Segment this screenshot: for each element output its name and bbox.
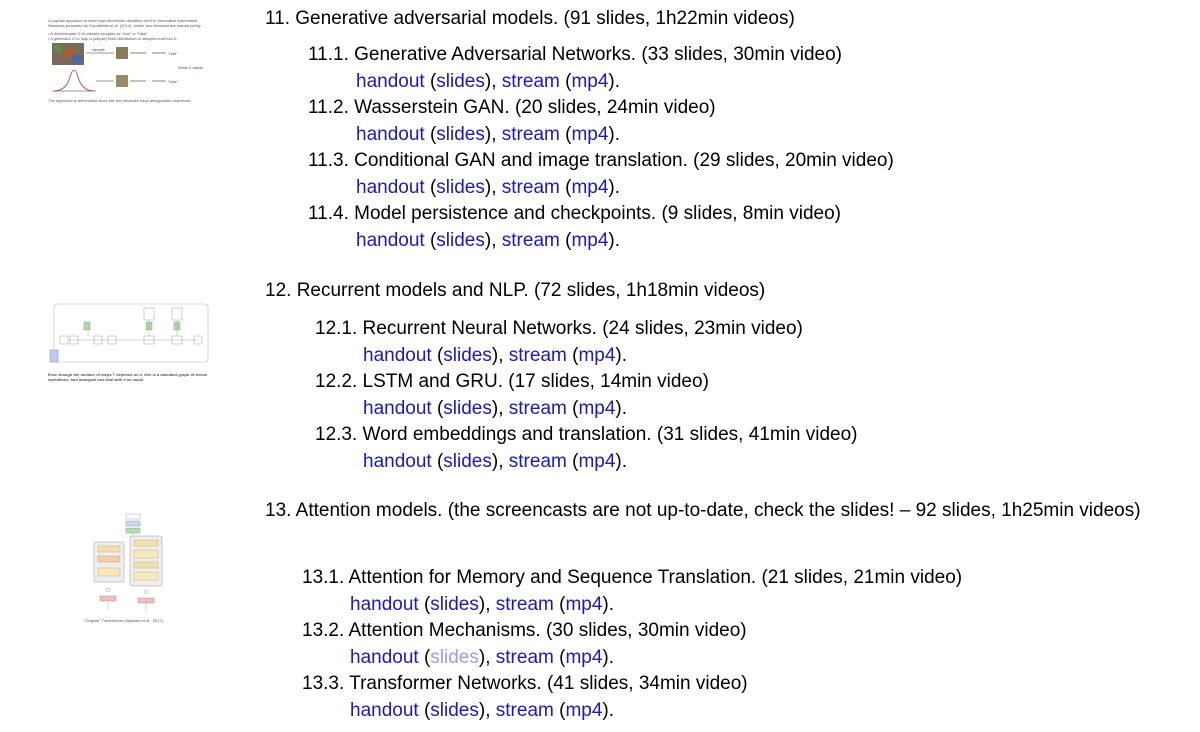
- handout-link[interactable]: handout: [350, 699, 419, 721]
- mp4-link[interactable]: mp4: [578, 344, 616, 366]
- slides-link[interactable]: slides: [436, 176, 485, 198]
- slides-link[interactable]: slides: [436, 229, 485, 251]
- item-title: 12.3. Word embeddings and translation. (31 slides, 41min video): [315, 424, 858, 445]
- slides-link[interactable]: slides: [443, 397, 492, 419]
- mp4-link[interactable]: mp4: [565, 646, 603, 668]
- handout-link[interactable]: handout: [363, 397, 432, 419]
- gan-diagram: [48, 41, 213, 96]
- handout-link[interactable]: handout: [363, 344, 432, 366]
- stream-link[interactable]: stream: [501, 70, 560, 92]
- item-title: 11.1. Generative Adversarial Networks. (33 slides, 30min video): [308, 44, 843, 65]
- stream-link[interactable]: stream: [508, 397, 567, 419]
- mp4-link[interactable]: mp4: [571, 176, 609, 198]
- item-links: handout (slides), stream (mp4).: [350, 593, 615, 615]
- stream-link[interactable]: stream: [501, 176, 560, 198]
- stream-link[interactable]: stream: [495, 593, 554, 615]
- item-title: 13.2. Attention Mechanisms. (30 slides, 30min video): [302, 620, 747, 641]
- slides-link[interactable]: slides: [436, 123, 485, 145]
- thumb-label-sample: sample: [92, 47, 105, 52]
- mp4-link[interactable]: mp4: [565, 593, 603, 615]
- item-12-2: [315, 369, 858, 422]
- section-11-thumbnail[interactable]: [48, 18, 218, 128]
- rnn-unrolled-diagram: [48, 300, 213, 370]
- stream-link[interactable]: stream: [501, 123, 560, 145]
- thumb-label-what-d-wants: What D wants: [178, 65, 203, 70]
- handout-link[interactable]: handout: [350, 593, 419, 615]
- handout-link[interactable]: handout: [356, 229, 425, 251]
- handout-link[interactable]: handout: [356, 70, 425, 92]
- item-links: handout (slides), stream (mp4).: [350, 646, 615, 668]
- mp4-link[interactable]: mp4: [571, 123, 609, 145]
- item-title: 11.3. Conditional GAN and image translation. (29 slides, 20min video): [308, 150, 894, 171]
- slides-link[interactable]: slides: [443, 344, 492, 366]
- stream-link[interactable]: stream: [495, 646, 554, 668]
- section-11-title: 11. Generative adversarial models. (91 slides, 1h22min videos): [265, 8, 795, 29]
- section-11-items: [308, 42, 894, 254]
- section-12-title: 12. Recurrent models and NLP. (72 slides, 1h18min videos): [265, 280, 766, 301]
- item-13-3: [302, 671, 962, 724]
- item-title: 12.2. LSTM and GRU. (17 slides, 14min video): [315, 371, 709, 392]
- item-title: 11.4. Model persistence and checkpoints. (9 slides, 8min video): [308, 203, 841, 224]
- item-13-1: [302, 565, 962, 618]
- thumb-label-fake: "fake": [168, 79, 179, 84]
- thumb-footer: "Original" Transformer (Vaswani et al., 2017).: [84, 618, 164, 623]
- stream-link[interactable]: stream: [508, 450, 567, 472]
- slides-link[interactable]: slides: [430, 593, 479, 615]
- handout-link[interactable]: handout: [356, 176, 425, 198]
- slides-link[interactable]: slides: [430, 646, 479, 668]
- thumb-footer: Even though the number of steps T depends on x, this is a standard graph of tensor operations, and autograd can deal with it as usual.: [48, 372, 208, 382]
- mp4-link[interactable]: mp4: [578, 397, 616, 419]
- thumb-intro-text: A popular approach to learn high-dimension densities are the Generative Adversarial Networks proposed by Goodfellow et al. (2014), where two networks are trained jointly:: [48, 18, 202, 28]
- slides-link[interactable]: slides: [443, 450, 492, 472]
- item-12-1: [315, 316, 858, 369]
- item-title: 12.1. Recurrent Neural Networks. (24 slides, 23min video): [315, 318, 803, 339]
- item-11-1: [308, 42, 894, 95]
- mp4-link[interactable]: mp4: [571, 70, 609, 92]
- item-links: handout (slides), stream (mp4).: [356, 123, 621, 145]
- item-title: 13.3. Transformer Networks. (41 slides, 34min video): [302, 673, 748, 694]
- mp4-link[interactable]: mp4: [578, 450, 616, 472]
- item-12-3: [315, 422, 858, 475]
- slides-link[interactable]: slides: [436, 70, 485, 92]
- item-title: 11.2. Wasserstein GAN. (20 slides, 24min video): [308, 97, 716, 118]
- item-11-2: [308, 95, 894, 148]
- item-13-2: [302, 618, 962, 671]
- handout-link[interactable]: handout: [363, 450, 432, 472]
- item-title: 13.1. Attention for Memory and Sequence Translation. (21 slides, 21min video): [302, 567, 963, 588]
- thumb-bullet-1: • A discriminator D to classify samples as "real" or "fake",: [48, 31, 149, 36]
- stream-link[interactable]: stream: [501, 229, 560, 251]
- thumb-footer: The approach is adversarial since the two networks have antagonistic objectives.: [48, 98, 192, 103]
- section-12-items: [315, 316, 858, 475]
- stream-link[interactable]: stream: [495, 699, 554, 721]
- item-links: handout (slides), stream (mp4).: [356, 70, 621, 92]
- item-links: handout (slides), stream (mp4).: [363, 450, 628, 472]
- item-11-3: [308, 148, 894, 201]
- section-13-thumbnail[interactable]: [48, 512, 218, 627]
- mp4-link[interactable]: mp4: [571, 229, 609, 251]
- section-13-items: [302, 565, 962, 724]
- thumb-bullet-2: • a generator G to map a [simple] fixed distribution to samples that fool D.: [48, 36, 178, 41]
- item-links: handout (slides), stream (mp4).: [356, 229, 621, 251]
- handout-link[interactable]: handout: [356, 123, 425, 145]
- transformer-diagram: [48, 512, 213, 616]
- slides-link[interactable]: slides: [430, 699, 479, 721]
- stream-link[interactable]: stream: [508, 344, 567, 366]
- mp4-link[interactable]: mp4: [565, 699, 603, 721]
- item-11-4: [308, 201, 894, 254]
- item-links: handout (slides), stream (mp4).: [356, 176, 621, 198]
- thumb-label-real: "real": [168, 51, 178, 56]
- section-13-title: 13. Attention models. (the screencasts are not up-to-date, check the slides! – 92 slides, 1h25min videos): [265, 500, 1141, 521]
- handout-link[interactable]: handout: [350, 646, 419, 668]
- item-links: handout (slides), stream (mp4).: [363, 397, 628, 419]
- item-links: handout (slides), stream (mp4).: [363, 344, 628, 366]
- item-links: handout (slides), stream (mp4).: [350, 699, 615, 721]
- section-12-thumbnail[interactable]: [48, 300, 218, 392]
